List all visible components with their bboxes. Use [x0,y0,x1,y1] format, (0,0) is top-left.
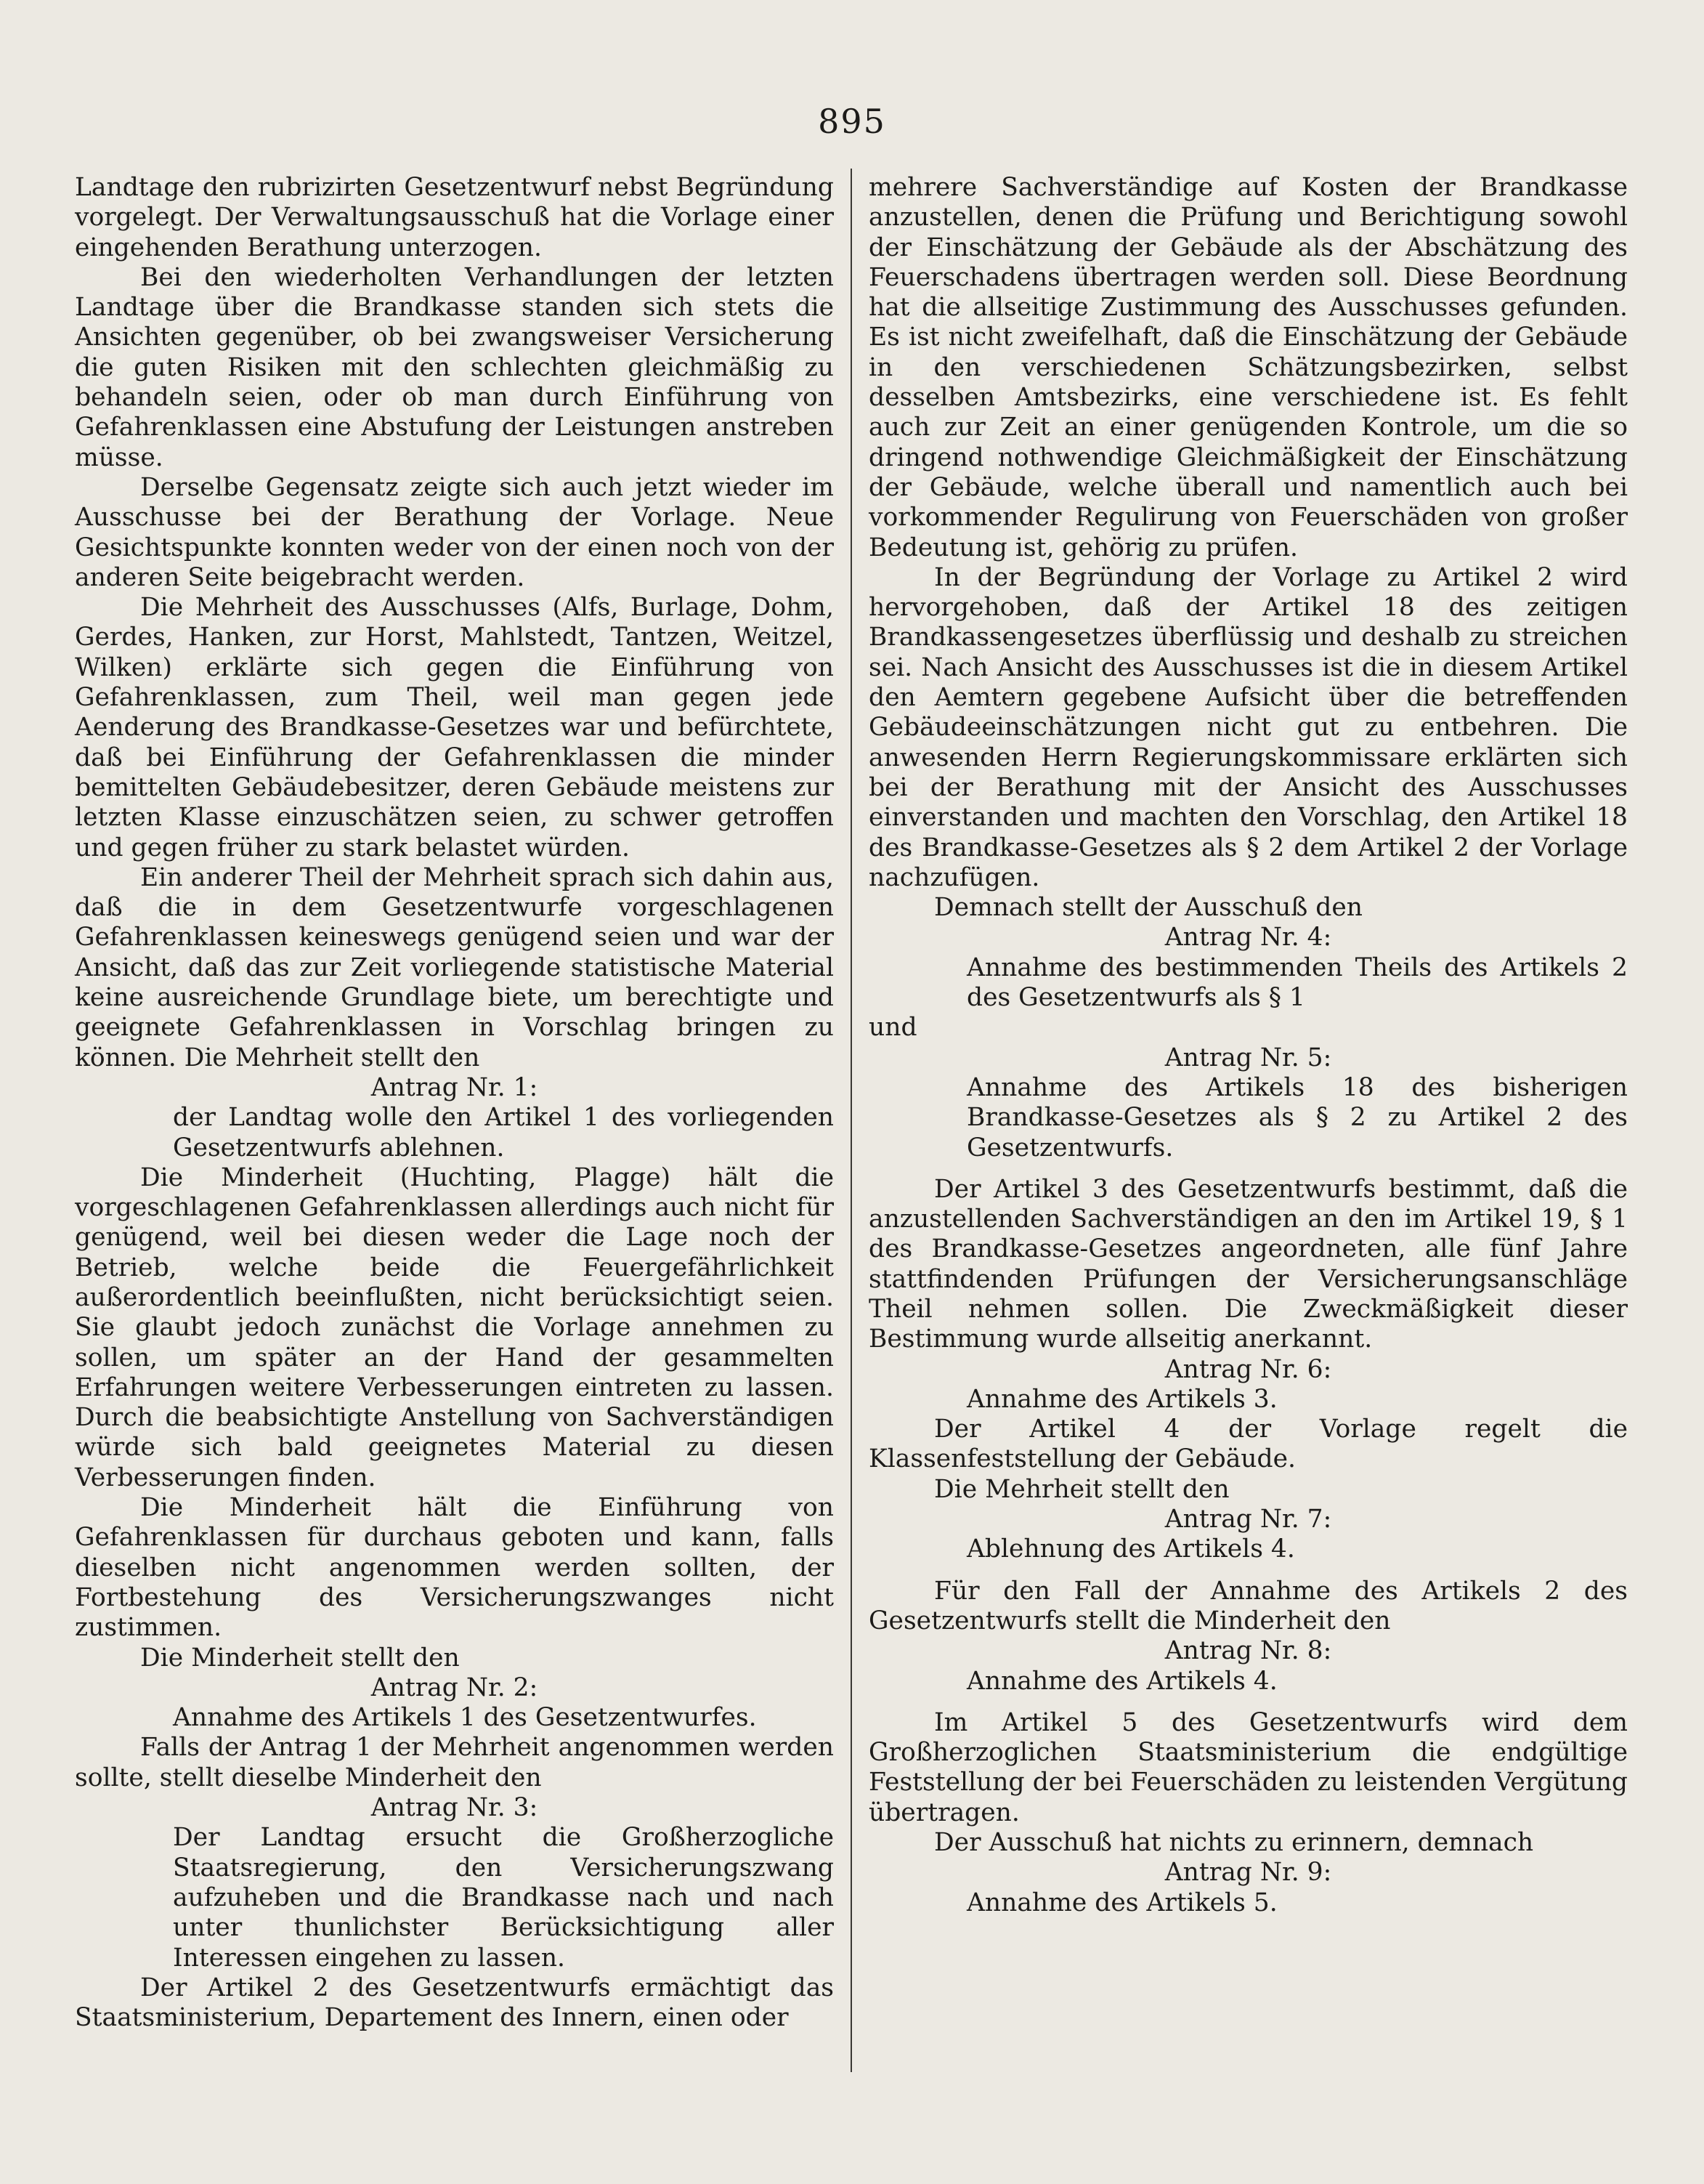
motion-text: Annahme des Artikels 3. [967,1384,1278,1414]
motion-text: Annahme des Artikels 5. [967,1888,1278,1917]
paragraph: Der Artikel 2 des Gesetzentwurfs ermächtigt das Staatsministerium, Departement des Innern, einen oder [75,1973,834,2033]
paragraph: In der Begründung der Vorlage zu Artikel 2 wird hervorgehoben, daß der Artikel 18 des zeitigen Brandkassengesetzes überflüssig und deshalb zu streichen sei. Nach Ansicht des Ausschusses ist die in diesem Artikel den Aemtern gegebene Aufsicht über die betreffenden Gebäudeeinschätzungen nicht gut zu entbehren. Die anwesenden Herrn Regierungskommissare erklärten sich bei der Berathung mit der Ansicht des Ausschusses einverstanden und machten den Vorschlag, den Artikel 18 des Brandkasse-Gesetzes als § 2 dem Artikel 2 der Vorlage nachzufügen. [869,562,1628,892]
paragraph: Die Mehrheit des Ausschusses (Alfs, Burlage, Dohm, Gerdes, Hanken, zur Horst, Mahlstedt, Tantzen, Weitzel, Wilken) erklärte sich gegen die Einführung von Gefahrenklassen, zum Theil, weil man gegen jede Aenderung des Brandkasse-Gesetzes war und befürchtete, daß bei Einführung der Gefahrenklassen die minder bemittelten Gebäudebesitzer, deren Gebäude meistens zur letzten Klasse einzuschätzen seien, zu schwer getroffen und gegen früher zu stark belastet würden. [75,593,834,862]
page-number: 895 [818,102,886,141]
motion-text: Der Landtag ersucht die Großherzogliche Staatsregierung, den Versicherungszwang aufzuheben und die Brandkasse nach und nach unter thunlichster Berücksichtigung aller Interessen eingehen zu lassen. [173,1823,834,1973]
motion-text: Annahme des Artikels 4. [967,1666,1278,1696]
left-column [75,173,834,2033]
paragraph: Die Minderheit hält die Einführung von Gefahrenklassen für durchaus geboten und kann, falls dieselben nicht angenommen werden sollten, der Fortbestehung des Versicherungszwanges nicht zustimmen. [75,1493,834,1643]
column-divider [851,169,852,2072]
motion-text: Annahme des bestimmenden Theils des Artikels 2 des Gesetzentwurfs als § 1 [967,953,1628,1013]
paragraph: Die Mehrheit stellt den [934,1474,1230,1504]
paragraph: Landtage den rubrizirten Gesetzentwurf nebst Begründung vorgelegt. Der Verwaltungsausschuß hat die Vorlage einer eingehenden Berathung unterzogen. [75,173,834,262]
paragraph: Ein anderer Theil der Mehrheit sprach sich dahin aus, daß die in dem Gesetzentwurfe vorgeschlagenen Gefahrenklassen keineswegs genügend seien und war der Ansicht, daß das zur Zeit vorliegende statistische Material keine ausreichende Grundlage biete, um berechtigte und geeignete Gefahrenklassen in Vorschlag bringen zu können. Die Mehrheit stellt den [75,862,834,1072]
paragraph: Die Minderheit (Huchting, Plagge) hält die vorgeschlagenen Gefahrenklassen allerdings auch nicht für genügend, weil bei diesen weder die Lage noch der Betrieb, welche beide die Feuergefährlichkeit außerordentlich beeinflußten, nicht berücksichtigt seien. Sie glaubt jedoch zunächst die Vorlage annehmen zu sollen, um später an der Hand der gesammelten Erfahrungen weitere Verbesserungen eintreten zu lassen. Durch die beabsichtigte Anstellung von Sachverständigen würde sich bald geeignetes Material zu diesen Verbesserungen finden. [75,1162,834,1492]
paragraph: Demnach stellt der Ausschuß den [934,893,1363,923]
motion-text: der Landtag wolle den Artikel 1 des vorliegenden Gesetzentwurfs ablehnen. [173,1103,834,1162]
paragraph: Derselbe Gegensatz zeigte sich auch jetzt wieder im Ausschusse bei der Berathung der Vorlage. Neue Gesichtspunkte konnten weder von der einen noch von der anderen Seite beigebracht werden. [75,472,834,592]
paragraph: Die Minderheit stellt den [140,1643,460,1673]
paragraph: Falls der Antrag 1 der Mehrheit angenommen werden sollte, stellt dieselbe Minderheit den [75,1733,834,1792]
right-column [869,173,1628,1918]
motion-heading: Antrag Nr. 4: [1164,923,1332,953]
paragraph: mehrere Sachverständige auf Kosten der Brandkasse anzustellen, denen die Prüfung und Berichtigung sowohl der Einschätzung der Gebäude als der Abschätzung des Feuerschadens übertragen werden soll. Diese Beordnung hat die allseitige Zustimmung des Ausschusses gefunden. Es ist nicht zweifelhaft, daß die Einschätzung der Gebäude in den verschiedenen Schätzungsbezirken, selbst desselben Amtsbezirks, eine verschiedene ist. Es fehlt auch zur Zeit an einer genügenden Kontrole, um die so dringend nothwendige Gleichmäßigkeit der Einschätzung der Gebäude, welche überall und namentlich auch bei vorkommender Regulirung von Feuerschäden von großer Bedeutung ist, gehörig zu prüfen. [869,173,1628,562]
motion-heading: Antrag Nr. 1: [370,1072,538,1102]
motion-heading: Antrag Nr. 6: [1164,1354,1332,1384]
motion-heading: Antrag Nr. 7: [1164,1505,1332,1534]
paragraph: Der Ausschuß hat nichts zu erinnern, demnach [934,1828,1534,1858]
paragraph: Bei den wiederholten Verhandlungen der letzten Landtage über die Brandkasse standen sich stets die Ansichten gegenüber, ob bei zwangsweiser Versicherung die guten Risiken mit den schlechten gleichmäßig zu behandeln seien, oder ob man durch Einführung von Gefahrenklassen eine Abstufung der Leistungen anstreben müsse. [75,262,834,472]
motion-heading: Antrag Nr. 2: [370,1673,538,1702]
motion-text: Annahme des Artikels 18 des bisherigen Brandkasse-Gesetzes als § 2 zu Artikel 2 des Gesetzentwurfs. [967,1072,1628,1162]
motion-text: Annahme des Artikels 1 des Gesetzentwurfes. [173,1703,757,1733]
paragraph: Im Artikel 5 des Gesetzentwurfs wird dem Großherzoglichen Staatsministerium die endgültige Feststellung der bei Feuerschäden zu leistenden Vergütung übertragen. [869,1707,1628,1827]
motion-heading: Antrag Nr. 8: [1164,1636,1332,1666]
motion-text: Ablehnung des Artikels 4. [967,1534,1295,1564]
motion-heading: Antrag Nr. 9: [1164,1858,1332,1888]
paragraph: Der Artikel 3 des Gesetzentwurfs bestimmt, daß die anzustellenden Sachverständigen an den im Artikel 19, § 1 des Brandkasse-Gesetzes angeordneten, alle fünf Jahre stattfindenden Prüfungen der Versicherungsanschläge Theil nehmen sollen. Die Zweckmäßigkeit dieser Bestimmung wurde allseitig anerkannt. [869,1174,1628,1354]
conjunction: und [869,1013,917,1043]
paragraph: Für den Fall der Annahme des Artikels 2 des Gesetzentwurfs stellt die Minderheit den [869,1576,1628,1635]
motion-heading: Antrag Nr. 5: [1164,1043,1332,1072]
motion-heading: Antrag Nr. 3: [370,1793,538,1823]
paragraph: Der Artikel 4 der Vorlage regelt die Klassenfeststellung der Gebäude. [869,1415,1628,1474]
